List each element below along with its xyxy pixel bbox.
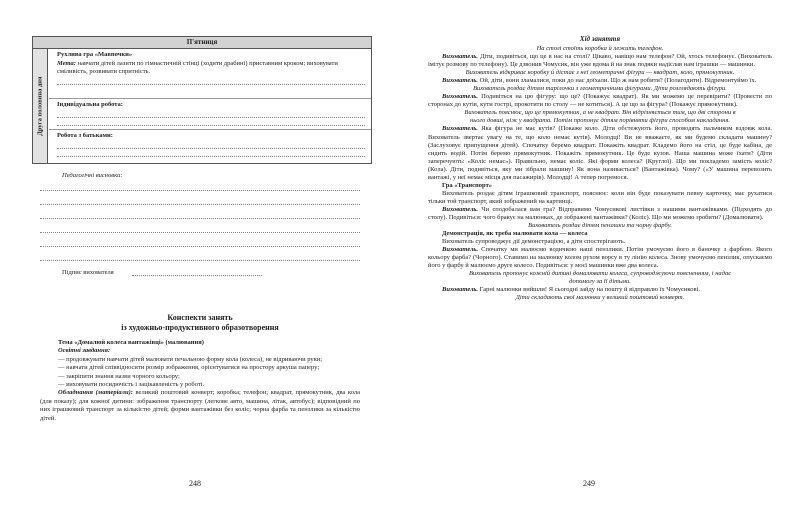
paragraph-dialog xyxy=(428,246,772,270)
paragraph-center-italic: Діти складають свої малюнки у великий поштовий конверт. xyxy=(515,294,685,302)
dialog-text: Ой, діти, вони зламалися, поки до нас доїхали. Що ж нам робити? (Полагодити). Відремонтуймо їх. xyxy=(479,77,757,85)
table-side-label: Друга половина дня xyxy=(33,49,48,163)
right-page xyxy=(400,0,800,515)
page-number-left: 248 xyxy=(189,479,201,488)
paragraph-dialog xyxy=(428,77,772,85)
table-row-parents xyxy=(49,130,371,164)
paragraph-center-italic: На столі стоїть коробка й лежить телефон. xyxy=(536,45,664,52)
paragraph-plain: Вихователь супроводжує дії демонстрацією, а діти спостерігають. xyxy=(442,238,626,246)
speaker-label: Вихователь. xyxy=(442,125,482,133)
dialog-text: Чи сподобалася вам гра? Відправимо Чомусикові листівки з нашими вантажівками. (Підходять до столу). Подивіться: чого бракує на малюнках, де зображені вантажівки? (Коліс). Що ми можемо зробити? (Домалювати). xyxy=(428,205,772,221)
page-number-right: 249 xyxy=(583,479,595,488)
dialog-text: Подивіться на цю фігуру: що це? (Покажує квадрат). Як ми можемо це перевірити? (Провести по сторонах до кутів, кути гострі, прокотити по столу — не котиться). А це що за фігура? (Покажує прямокутник). xyxy=(428,93,772,109)
paragraph-subheading: Демонстрація, як треба малювати кола — колеса xyxy=(442,230,588,238)
paragraph-dialog xyxy=(428,93,772,109)
paragraph-dialog xyxy=(428,53,772,69)
task-item: — виховувати посидючість і зацікавленість у роботі. xyxy=(58,381,205,389)
dialog-text: Гарні малюнки вийшли! Я сьогодні зайду на пошту й відправлю їх Чомусикові. xyxy=(479,286,700,294)
speaker-label: Вихователь. xyxy=(442,205,482,213)
individual-work-label: Індивідуальна робота: xyxy=(57,101,123,108)
paragraph-dialog xyxy=(428,125,772,181)
paragraph-center-italic: Вихователь роздає дітям тарілочки з геометричними фігурами. Діти розглядають фігури. xyxy=(473,85,727,93)
speaker-label: Вихователь. xyxy=(442,93,482,101)
dotted-line xyxy=(40,190,360,191)
lesson-progress-heading: Хід заняття xyxy=(579,35,621,43)
dotted-line xyxy=(40,218,360,219)
paragraph-center-italic: Вихователь пропонує кожній дитині домалювати колеса, супроводжуючи поясненням, і надає допомогу за її дітьми. xyxy=(468,270,732,286)
signature-label: Підпис вихователя xyxy=(62,269,114,276)
dotted-line xyxy=(57,149,365,157)
lesson-progress-body xyxy=(428,45,772,303)
dotted-line xyxy=(57,77,365,85)
tasks-list xyxy=(40,356,360,390)
dotted-line xyxy=(40,260,360,261)
dotted-line xyxy=(57,118,365,126)
speaker-label: Вихователь. xyxy=(442,286,480,294)
ped-conclusions-label: Педагогічні висновки: xyxy=(62,172,123,179)
dotted-line xyxy=(40,246,360,247)
game-goal: Мета: навчати дітей лазити по гімнастичній стінці (ходити драбині) приставним кроком; виховувати сміливість, розвивати спритність. xyxy=(57,59,338,75)
paragraph-dialog xyxy=(428,206,772,222)
table-body xyxy=(49,49,371,163)
paragraph-plain: Вихователь роздає дітям іграшковий транспорт, пояснює: коли він буде показувати певну карточку, має рухатися тільки той транспорт, який зображений на картинці. xyxy=(428,189,772,205)
paragraph-center-italic: Вихователь відкриває коробку й дістає з неї геометричні фігури — квадрат, коло, прямокутник. xyxy=(465,69,735,77)
lesson-body xyxy=(40,339,360,423)
table-row-game xyxy=(49,49,371,99)
game-title: Рухлива гра «Мавпочки» xyxy=(57,51,133,58)
speaker-label: Вихователь. xyxy=(442,53,481,61)
task-item: — продовжувати навчати дітей малювати печальною форму кола (колеса), не відриваючи руки; xyxy=(58,355,323,363)
dialog-text: Яка фігура не має кутів? (Покаже коло. Діти обстежують його, проводять пальчиком вздовж кола. Вихователь звертає увагу на те, що коло немає кутів). Молодці! Ви не вважаєте, як ми будемо складати машину? (Заслуховує припущення дітей). Спочатку беремо квадрат. Покажіть квадрат. Кладемо його на стіл, це буде кабіна, де сидить водій. Потім беремо прямокутник. Покажіть прямокутник. Це буде кузов. Наша машина може їхати? (Діти заперечують: «Коліс немає»). Правильно, немає коліс. Які форми колеса? (Круглої). Що ми покладемо замість коліс? (Кола). Діти, подивіться, яку ми зібрали машину! Як вона називається? (Вантажівка). Чому? («У машина перевозить вантажі, у неї немає місця для пасажирів). Молодці! А тепер погремося. xyxy=(428,125,772,181)
dotted-line xyxy=(57,110,365,118)
table-row-individual xyxy=(49,99,371,130)
signature-line xyxy=(132,275,262,276)
speaker-label: Вихователь. xyxy=(442,77,480,85)
paragraph-dialog xyxy=(428,286,772,294)
parents-work-label: Робота з батьками: xyxy=(57,132,113,139)
dialog-text: Спочатку ми малюємо водичкою наші пензлики. Потім умочуємо його в баночку з фарбою. Якого кольору фарба? (Чорного). Ставимо на малюнку колом рухом ворсу в ту лінію колеса. Знову умочуємо пензлик, опускаємо його у фарбу й малюємо друге колесо. Подивіться: у моєї машинки вже два колеса. xyxy=(428,246,772,270)
task-item: — закріпити знання назви чорного кольору; xyxy=(58,372,180,380)
paragraph-center-italic: Вихователь роздає дітям пензлики та чорну фарбу. xyxy=(528,222,672,230)
dotted-line xyxy=(57,141,365,149)
edu-tasks-label: Освітні завдання: xyxy=(58,347,111,355)
topic-label: Тема «Домалюй колеса вантажівці» (малювання) xyxy=(58,339,204,346)
section-title: Конспекти занять із художньо-продуктивного образотворення xyxy=(121,313,279,332)
speaker-label: Вихователь. xyxy=(442,246,482,254)
materials-paragraph: Обладнання (матеріали): великий поштовий конверт; коробка; телефон; квадрат, прямокутник, два кола (для показу); для кожної дитини: зображення транспорту (легкове авто, машина, літак, автобус); відповідний по них іграшковий транспорт за кількістю дітей; форми вантажівки без коліс; чорна фарба та пензлики за кількістю дітей. xyxy=(40,389,360,422)
dotted-line xyxy=(40,232,360,233)
task-item: — навчати дітей співвідносити розмір зображення, орієнтуватися на простору аркуша паперу; xyxy=(58,364,320,372)
paragraph-subheading: Гра «Транспорт» xyxy=(442,181,493,189)
dotted-line xyxy=(40,204,360,205)
plan-table xyxy=(32,36,372,164)
paragraph-center-italic: Вихователь пояснює, що це прямокутник, а не квадрат. Він відрізняється тим, що дві сторони в нього довші, ніж у квадрата. Потім пропонує дітям порівняти фігури способом накладання. xyxy=(464,109,736,125)
table-header: П'ятниця xyxy=(33,37,371,49)
dialog-text: Діти, подивіться, що це в нас на столі? Цікаво, навіщо нам телефон? Ой, хтось телефонує. (Вихователь імітує розмову по телефону). Це дзвонив Чомусик, він уже вдома й на знак подяки надіслав нам іграшки — машинки. xyxy=(428,53,772,69)
